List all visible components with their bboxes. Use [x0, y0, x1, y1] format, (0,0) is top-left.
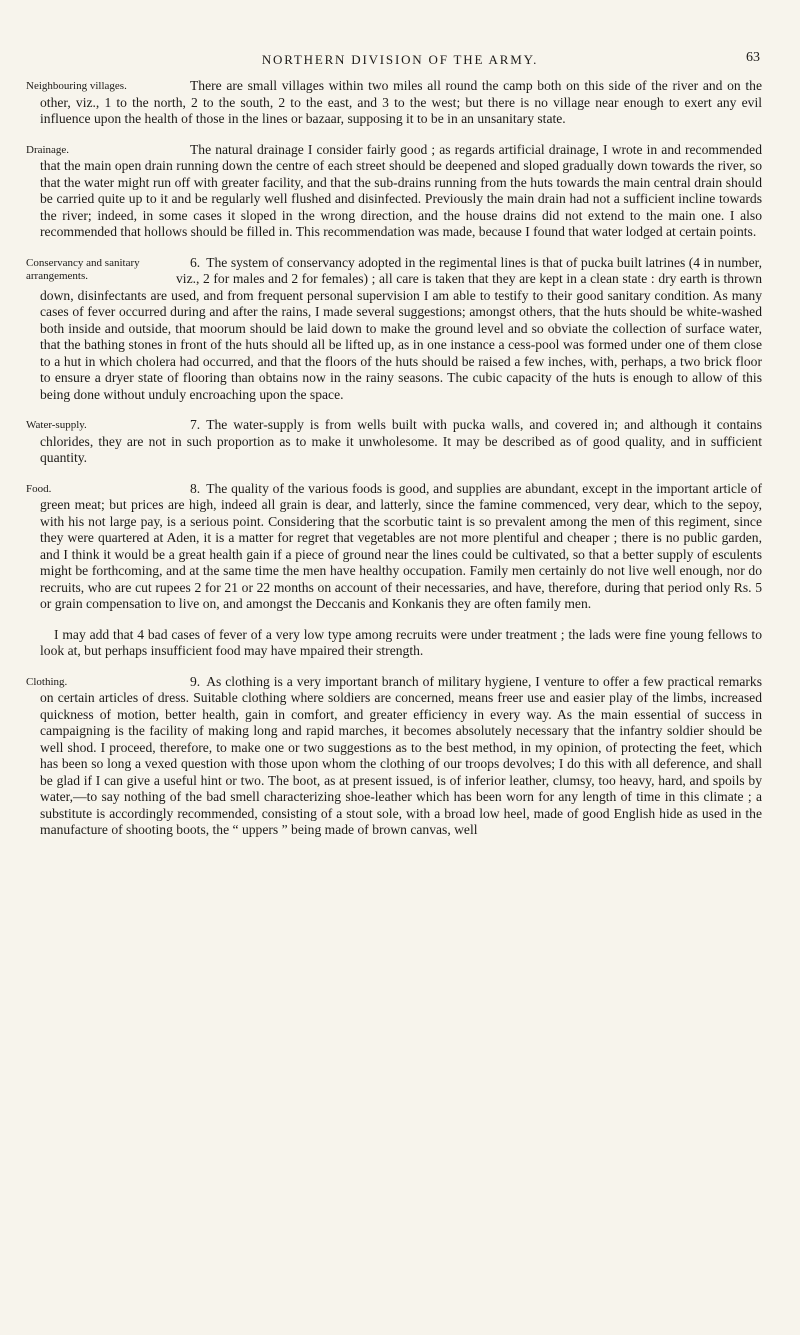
paragraph-conservancy — [26, 254, 762, 404]
paragraph-text: The quality of the various foods is good, and supplies are abundant, except in the important article of green meat; but prices are high, indeed all grain is dear, and latterly, since the famine commenced, very dear, which to the sepoy, with his not large pay, is a serious point. Considering that the scorbutic taint is so prevalent among the men of this regiment, since they were quartered at Aden, it is a matter for regret that vegetables are not more plentiful and cheaper ; there is no public garden, and I think it would be a great health gain if a piece of ground near the lines could be cultivated, so that a better supply of esculents might be forthcoming, and at the same time the men have healthy occupation. Family men certainly do not live well enough, nor do recruits, who are cut rupees 2 for 21 or 22 months on account of their necessaries, and have, therefore, during that period only Rs. 5 or grain compensation to live on, and amongst the Deccanis and Konkanis they are often family men. — [40, 480, 762, 611]
paragraph-text: The system of conservancy adopted in the regimental lines is that of pucka built latrines (4 in number, viz., 2 for males and 2 for females) ; all care is taken that they are kept in a clean state : dry earth is thrown down, disinfectants are used, and from frequent personal supervision I am able to testify to their good sanitary condition. As many cases of fever occurred during and after the rains, I made several suggestions; amongst others, that the huts should be white-washed both inside and outside, that moorum should be laid down to make the ground level and so obviate the collection of surface water, that the bathing stones in front of the huts should all be lifted up, as in one instance a cess-pool was formed under one of them close to a hut in which cholera had occurred, and that the floors of the huts should be raised a few inches, with, perhaps, a two brick floor to ensure a dryer state of flooring than obtains now in the rainy seasons. The cubic capacity of the huts is enough to allow of this being done without unduly encroaching upon the space. — [40, 254, 762, 402]
margin-sidenote: Food. — [26, 482, 52, 495]
paragraph-text: As clothing is a very important branch of military hygiene, I venture to offer a few practical remarks on certain articles of dress. Suitable clothing where soldiers are concerned, means freer use and easier play of the limbs, increased quickness of motion, better health, gain in comfort, and greater efficiency in every way. As the main essential of success in campaigning is the facility of making long and rapid marches, it becomes absolutely necessary that the infantry soldier should be well shod. I proceed, therefore, to make one or two suggestions as to the best method, in my opinion, of protecting the feet, which has been so long a vexed question with those upon whom the clothing of our troops devolves; I do this with all deference, and shall be glad if I can give a useful hint or two. The boot, as at present issued, is of inferior leather, clumsy, too heavy, hard, and spoils by water,—to say nothing of the bad smell characterizing shoe-leather which has been worn for any length of time in this climate ; a substitute is accordingly recommended, consisting of a stout sole, with a broad low heel, made of good English hide as used in the manufacture of shooting boots, the “ uppers ” being made of brown canvas, well — [40, 673, 762, 837]
margin-sidenote: Water-supply. — [26, 419, 87, 431]
margin-sidenote: Clothing. — [26, 675, 68, 688]
margin-sidenote: Drainage. — [26, 143, 70, 156]
paragraph-neighbouring-villages — [26, 78, 762, 128]
margin-sidenote: Conservancy and sanitary arrangements. — [26, 256, 140, 282]
paragraph-number: 7. — [190, 417, 201, 432]
paragraph-number: 9. — [190, 673, 201, 689]
paragraph-water-supply — [26, 417, 762, 467]
page-number: 63 — [746, 50, 760, 65]
running-title: NORTHERN DIVISION OF THE ARMY. — [261, 52, 539, 67]
paragraph-clothing — [26, 673, 762, 839]
paragraph-number: 6. — [190, 254, 201, 270]
paragraph-text: The natural drainage I consider fairly good ; as regards artificial drainage, I wrote in and recommended that the main open drain running down the centre of each street should be deepened and sloped gradually down towards the river, so that the water might run off with greater facility, and that the sub-drains running from the huts towards the main central drain should be carried quite up to it and be regularly well flushed and disinfected. Previously the main drain had not a sufficient incline towards the river; indeed, in some cases it sloped in the wrong direction, and the house drains did not extend to the main one. I also recommended that hollows should be filled in. This recommendation was made, because I found that water lodged at certain points. — [40, 141, 762, 239]
paragraph-text: I may add that 4 bad cases of fever of a very low type among recruits were under treatment ; the lads were fine young fellows to look at, but perhaps insufficient food may have mpaired their strength. — [40, 626, 762, 658]
margin-sidenote: Neighbouring villages. — [26, 80, 127, 92]
paragraph-text: There are small villages within two miles all round the camp both on this side of the river and on the other, viz., 1 to the north, 2 to the south, 2 to the east, and 3 to the west; but there is no village near enough to exert any evil influence upon the health of those in the lines or bazaar, supposing it to be in an unsanitary state. — [40, 78, 762, 126]
paragraph-food — [26, 480, 762, 613]
paragraph-number: 8. — [190, 480, 201, 496]
paragraph-text: The water-supply is from wells built with pucka walls, and covered in; and although it contains chlorides, they are not in such proportion as to make it unwholesome. It may be described as of good quality, and in sufficient quantity. — [40, 417, 762, 465]
paragraph-fever-note — [40, 627, 762, 660]
paragraph-drainage — [26, 141, 762, 241]
